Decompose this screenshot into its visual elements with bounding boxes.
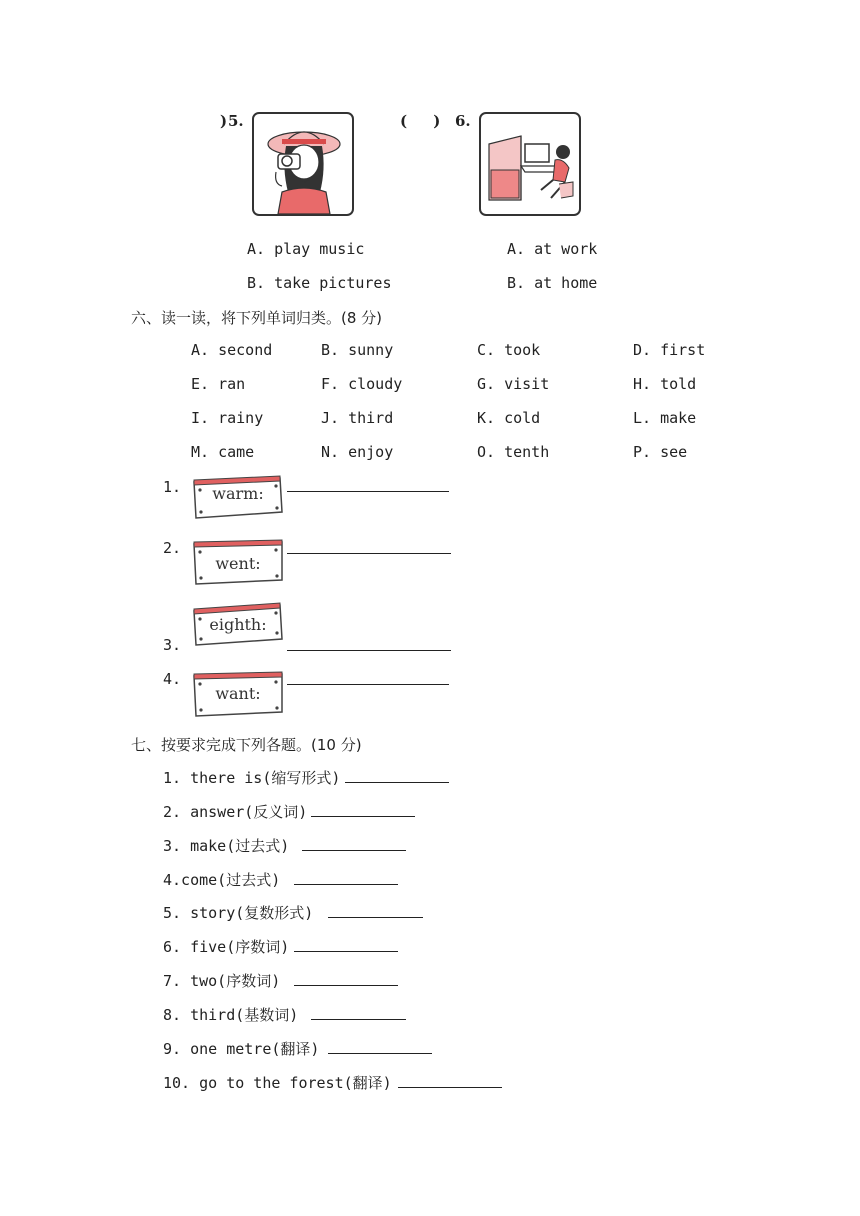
section7-heading: 七、按要求完成下列各题。(10 分) bbox=[131, 736, 362, 754]
task-2: 2. answer(反义词) bbox=[163, 803, 308, 821]
word-b: B. sunny bbox=[321, 341, 394, 359]
q5-option-b: B. take pictures bbox=[247, 274, 392, 292]
word-a: A. second bbox=[191, 341, 273, 359]
category-4-number: 4. bbox=[163, 670, 182, 688]
q6-option-b: B. at home bbox=[507, 274, 598, 292]
girl-camera-picture bbox=[252, 112, 354, 216]
word-f: F. cloudy bbox=[321, 375, 403, 393]
word-i: I. rainy bbox=[191, 409, 264, 427]
task-1: 1. there is(缩写形式) bbox=[163, 769, 341, 787]
sign-label-want: want: bbox=[215, 684, 261, 703]
answer-line-task-3[interactable] bbox=[302, 850, 406, 851]
word-j: J. third bbox=[321, 409, 394, 427]
answer-line-task-4[interactable] bbox=[294, 884, 398, 885]
task-8: 8. third(基数词) bbox=[163, 1006, 299, 1024]
answer-line-category-4[interactable] bbox=[287, 684, 449, 685]
word-h: H. told bbox=[633, 375, 697, 393]
answer-line-task-9[interactable] bbox=[328, 1053, 432, 1054]
category-1-number: 1. bbox=[163, 478, 182, 496]
task-4: 4.come(过去式) bbox=[163, 871, 281, 889]
word-d: D. first bbox=[633, 341, 706, 359]
category-3-number: 3. bbox=[163, 636, 182, 654]
answer-line-category-2[interactable] bbox=[287, 553, 451, 554]
section6-heading: 六、读一读，将下列单词归类。(8 分) bbox=[131, 309, 383, 327]
task-10: 10. go to the forest(翻译) bbox=[163, 1074, 392, 1092]
answer-line-category-1[interactable] bbox=[287, 491, 449, 492]
sign-board-warm bbox=[190, 474, 286, 522]
q6-option-a: A. at work bbox=[507, 240, 598, 258]
word-e: E. ran bbox=[191, 375, 246, 393]
sign-label-eighth: eighth: bbox=[209, 615, 267, 634]
task-5: 5. story(复数形式) bbox=[163, 904, 314, 922]
sign-label-went: went: bbox=[215, 554, 261, 573]
sign-board-went bbox=[190, 538, 286, 586]
answer-line-category-3[interactable] bbox=[287, 650, 451, 651]
question-6-paren: ( ) bbox=[400, 112, 441, 130]
q5-option-a: A. play music bbox=[247, 240, 365, 258]
word-o: O. tenth bbox=[477, 443, 550, 461]
task-9: 9. one metre(翻译) bbox=[163, 1040, 320, 1058]
sign-label-warm: warm: bbox=[212, 484, 264, 503]
word-p: P. see bbox=[633, 443, 688, 461]
answer-line-task-5[interactable] bbox=[328, 917, 423, 918]
question-6-number: 6. bbox=[455, 112, 471, 130]
category-2-number: 2. bbox=[163, 539, 182, 557]
question-5-number: 5. bbox=[228, 112, 244, 130]
task-6: 6. five(序数词) bbox=[163, 938, 290, 956]
word-c: C. took bbox=[477, 341, 541, 359]
answer-line-task-2[interactable] bbox=[311, 816, 415, 817]
question-5-paren: ) bbox=[220, 112, 228, 130]
word-l: L. make bbox=[633, 409, 697, 427]
answer-line-task-6[interactable] bbox=[294, 951, 398, 952]
task-7: 7. two(序数词) bbox=[163, 972, 281, 990]
answer-line-task-1[interactable] bbox=[345, 782, 449, 783]
answer-line-task-8[interactable] bbox=[311, 1019, 406, 1020]
answer-line-task-10[interactable] bbox=[398, 1087, 502, 1088]
answer-line-task-7[interactable] bbox=[294, 985, 398, 986]
word-m: M. came bbox=[191, 443, 255, 461]
sign-board-want bbox=[190, 670, 286, 718]
sign-board-eighth bbox=[190, 601, 286, 649]
task-3: 3. make(过去式) bbox=[163, 837, 290, 855]
word-k: K. cold bbox=[477, 409, 541, 427]
office-desk-picture bbox=[479, 112, 581, 216]
word-g: G. visit bbox=[477, 375, 550, 393]
word-n: N. enjoy bbox=[321, 443, 394, 461]
